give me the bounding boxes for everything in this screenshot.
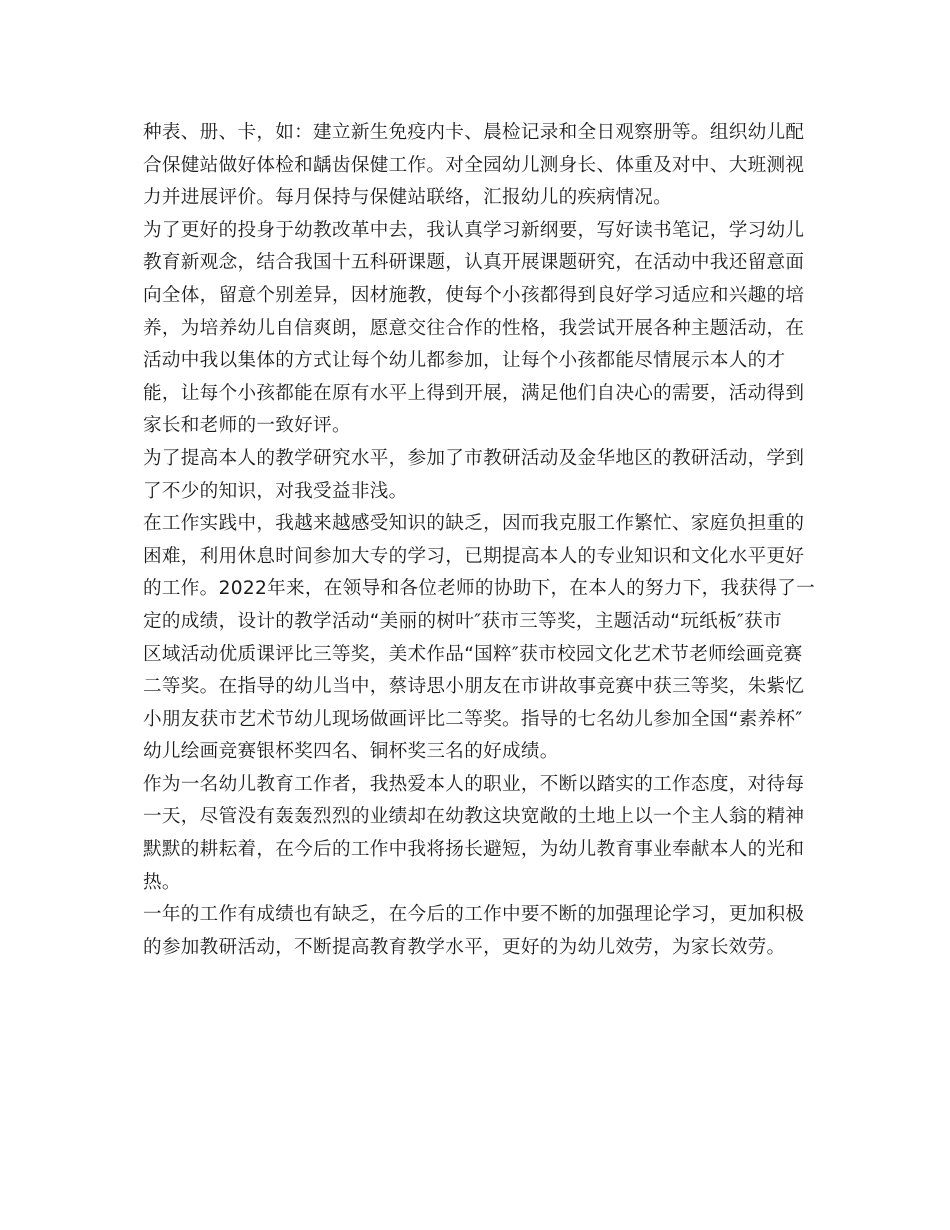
text-line: 教育新观念，结合我国十五科研课题，认真开展课题研究，在活动中我还留意面: [143, 252, 805, 274]
text-line: 小朋友获市艺术节幼儿现场做画评比二等奖。指导的七名幼儿参加全国“素养杯″: [143, 708, 803, 730]
text-line: 热。: [143, 871, 181, 893]
text-line: 一年的工作有成绩也有缺乏，在今后的工作中要不断的加强理论学习，更加积极: [143, 904, 805, 926]
text-line: 幼儿绘画竞赛银杯奖四名、铜杯奖三名的好成绩。: [143, 741, 559, 763]
text-line: 养，为培养幼儿自信爽朗，愿意交往合作的性格，我尝试开展各种主题活动，在: [143, 317, 805, 339]
text-line: 家长和老师的一致好评。: [143, 415, 351, 437]
text-line: 一天，尽管没有轰轰烈烈的业绩却在幼教这块宽敞的土地上以一个主人翁的精神: [143, 806, 805, 828]
text-line: 为了提高本人的教学研究水平，参加了市教研活动及金华地区的教研活动，学到: [143, 447, 805, 469]
text-line: 作为一名幼儿教育工作者，我热爱本人的职业，不断以踏实的工作态度，对待每: [143, 773, 805, 795]
text-line: 困难，利用休息时间参加大专的学习，已期提高本人的专业知识和文化水平更好: [143, 545, 805, 567]
text-line: 活动中我以集体的方式让每个幼儿都参加，让每个小孩都能尽情展示本人的才: [143, 350, 786, 372]
document-body: [143, 117, 816, 964]
text-line: 向全体，留意个别差异，因材施教，使每个小孩都得到良好学习适应和兴趣的培: [143, 284, 805, 306]
text-line: 的工作。2022年来，在领导和各位老师的协助下，在本人的努力下，我获得了一: [143, 578, 816, 600]
text-line: 合保健站做好体检和龋齿保健工作。对全园幼儿测身长、体重及对中、大班测视: [143, 154, 805, 176]
text-line: 区域活动优质课评比三等奖，美术作品“国粹″获市校园文化艺术节老师绘画竞赛: [143, 643, 803, 665]
text-line: 种表、册、卡，如：建立新生免疫内卡、晨检记录和全日观察册等。组织幼儿配: [143, 122, 805, 143]
text-line: 为了更好的投身于幼教改革中去，我认真学习新纲要，写好读书笔记，学习幼儿: [143, 219, 805, 241]
text-line: 能，让每个小孩都能在原有水平上得到开展，满足他们自决心的需要，活动得到: [143, 382, 805, 404]
text-line: 力并进展评价。每月保持与保健站联络，汇报幼儿的疾病情况。: [143, 187, 673, 209]
text-line: 默默的耕耘着，在今后的工作中我将扬长避短，为幼儿教育事业奉献本人的光和: [143, 839, 805, 861]
text-line: 二等奖。在指导的幼儿当中，蔡诗思小朋友在市讲故事竞赛中获三等奖，朱紫忆: [143, 676, 805, 698]
text-line: 了不少的知识，对我受益非浅。: [143, 480, 408, 502]
text-line: 定的成绩，设计的教学活动“美丽的树叶″获市三等奖，主题活动“玩纸板″获市: [143, 610, 782, 632]
text-line: 的参加教研活动，不断提高教育教学水平，更好的为幼儿效劳，为家长效劳。: [143, 936, 786, 958]
text-line: 在工作实践中，我越来越感受知识的缺乏，因而我克服工作繁忙、家庭负担重的: [143, 513, 805, 535]
